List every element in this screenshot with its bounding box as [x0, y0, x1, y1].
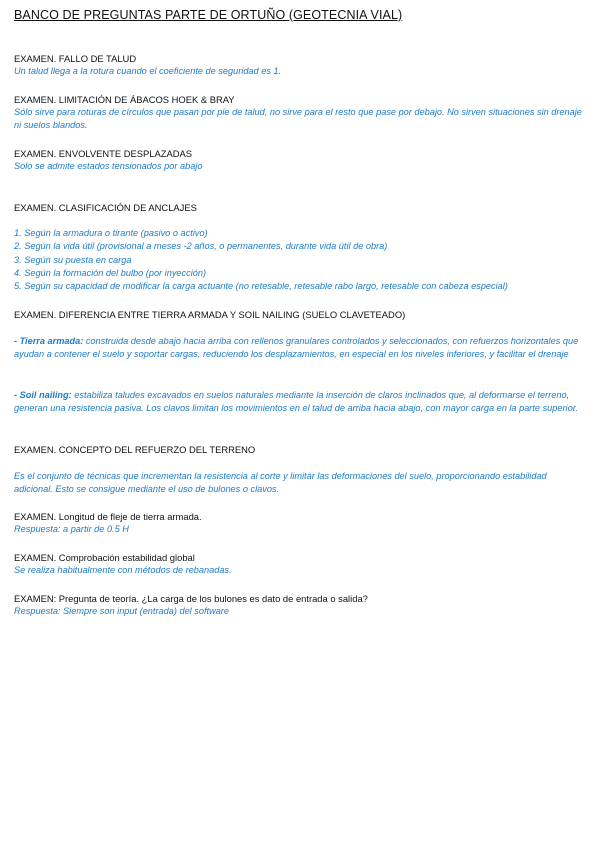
- list-item: 1. Según la armadura o tirante (pasivo o activo): [14, 228, 208, 238]
- section-refuerzo: [14, 443, 588, 456]
- section-fleje: [14, 510, 588, 536]
- document-title: BANCO DE PREGUNTAS PARTE DE ORTUÑO (GEOTECNIA VIAL): [14, 8, 403, 22]
- question-heading: EXAMEN. Comprobación estabilidad global: [14, 552, 195, 563]
- answer-text: Solo se admite estados tensionados por abajo: [14, 161, 203, 171]
- question-heading: EXAMEN. FALLO DE TALUD: [14, 53, 137, 64]
- section-fallo-talud: [14, 52, 588, 78]
- answer-text: Sólo sirve para roturas de círculos que pasan por pie de talud, no sirve para el resto que pase por debajo. No sirven situaciones sin drenaje ni suelos blandos.: [14, 107, 582, 131]
- question-heading: EXAMEN. CONCEPTO DEL REFUERZO DEL TERRENO: [14, 444, 256, 455]
- question-heading: EXAMEN. CLASIFICACIÓN DE ANCLAJES: [14, 202, 197, 213]
- soil-nailing-paragraph: [14, 389, 588, 415]
- question-heading: EXAMEN: Pregunta de teoría. ¿La carga de los bulones es dato de entrada o salida?: [14, 593, 368, 604]
- section-diferencia: [14, 308, 588, 321]
- answer-text: Respuesta: a partir de 0.5 H: [14, 524, 129, 534]
- soil-nailing-lead: - Soil nailing:: [14, 390, 72, 400]
- tierra-armada-text: construida desde abajo hacia arriba con rellenos granulares controlados y seleccionados, con refuerzos horizontales que ayudan a contener el suelo y soportar cargas, reduciendo los desplazamientos, en especial en los niveles inferiores, y facilitar el drenaje: [14, 336, 579, 360]
- section-abacos: [14, 93, 588, 132]
- section-anclajes: [14, 201, 588, 214]
- question-heading: EXAMEN. LIMITACIÓN DE ÁBACOS HOEK & BRAY: [14, 94, 235, 105]
- list-item: 5. Según su capacidad de modificar la carga actuante (no retesable, retesable rabo largo, retesable con cabeza especial): [14, 281, 508, 292]
- tierra-armada-paragraph: [14, 335, 588, 361]
- section-envolvente: [14, 147, 588, 173]
- answer-text: Respuesta: Siempre son input (entrada) del software: [14, 606, 230, 616]
- question-heading: EXAMEN. ENVOLVENTE DESPLAZADAS: [14, 148, 193, 159]
- soil-nailing-text: estabiliza taludes excavados en suelos naturales mediante la inserción de claros inclinados que, al deformarse el terreno, generan una resistencia pasiva. Los clavos limitan los movimientos en el talud de arriba hacia abajo, con mayor carga en la parte superior.: [14, 390, 578, 414]
- refuerzo-answer: Es el conjunto de técnicas que incrementan la resistencia al corte y limitar las deformaciones del suelo, proporcionando estabilidad adicional. Esto se consigue mediante el uso de bulones o clavos.: [14, 471, 547, 495]
- section-estabilidad: [14, 551, 588, 577]
- list-item: 4. Según la formación del bulbo (por inyección): [14, 267, 207, 278]
- list-item: 2. Según la vida útil (provisional a meses -2 años, o permanentes, durante vida útil de obra): [14, 241, 388, 252]
- question-heading: EXAMEN. Longitud de fleje de tierra armada.: [14, 511, 202, 522]
- list-item: 3. Según su puesta en carga: [14, 254, 132, 265]
- question-heading: EXAMEN. DIFERENCIA ENTRE TIERRA ARMADA Y SOIL NAILING (SUELO CLAVETEADO): [14, 309, 406, 320]
- anclajes-list: [14, 227, 588, 293]
- answer-text: Un talud llega a la rotura cuando el coeficiente de seguridad es 1.: [14, 66, 282, 76]
- answer-text: Se realiza habitualmente con métodos de rebanadas.: [14, 565, 232, 575]
- section-bulones: [14, 592, 588, 618]
- tierra-armada-lead: - Tierra armada:: [14, 336, 84, 346]
